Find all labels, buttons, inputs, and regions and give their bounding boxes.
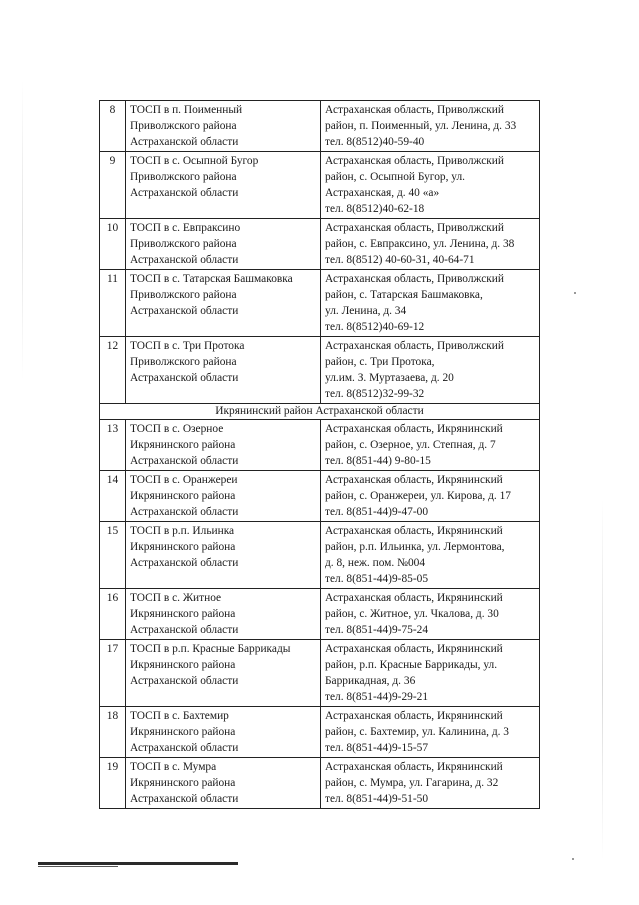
office-name-cell [126,420,321,471]
office-address-line: тел. 8(851-44)9-51-50 [325,793,429,805]
office-name-cell [126,640,321,707]
row-number: 13 [100,420,126,471]
office-address-line: Астраханская область, Приволжский [325,340,504,352]
office-name-line: Астраханской области [130,187,239,199]
table-row [100,589,540,640]
office-name-line: Астраханской области [130,254,239,266]
office-name-line: ТОСП в с. Татарская Башмаковка [130,273,293,285]
office-address-cell [321,101,540,152]
office-name-cell [126,219,321,270]
office-address-line: район, с. Оранжереи, ул. Кирова, д. 17 [325,490,511,502]
office-address-cell [321,337,540,404]
office-name-line: Приволжского района [130,289,237,301]
office-name-cell [126,758,321,809]
office-name-line: Икрянинского района [130,777,236,789]
office-address-line: район, р.п. Красные Баррикады, ул. [325,659,498,671]
office-address-cell [321,707,540,758]
office-name-cell [126,589,321,640]
office-address-line: район, с. Бахтемир, ул. Калинина, д. 3 [325,726,510,738]
table-row [100,640,540,707]
office-name-cell [126,101,321,152]
office-address-line: тел. 8(8512)40-69-12 [325,321,425,333]
scan-edge-shadow-right [602,500,603,860]
office-name-line: ТОСП в с. Мумра [130,761,217,773]
office-address-line: тел. 8(851-44)9-15-57 [325,742,429,754]
office-name-cell [126,270,321,337]
office-name-line: Приволжского района [130,238,237,250]
table-row [100,270,540,337]
office-name-line: ТОСП в р.п. Красные Баррикады [130,643,291,655]
row-number: 10 [100,219,126,270]
office-name-line: ТОСП в р.п. Ильинка [130,525,235,537]
table-row [100,758,540,809]
office-address-line: тел. 8(851-44)9-85-05 [325,573,429,585]
office-address-line: Астраханская область, Икрянинский [325,643,503,655]
office-address-line: тел. 8(8512)40-62-18 [325,203,425,215]
section-heading-row [100,404,540,420]
office-address-cell [321,640,540,707]
office-name-line: ТОСП в с. Осыпной Бугор [130,155,259,167]
row-number: 9 [100,152,126,219]
row-number: 15 [100,522,126,589]
office-name-line: Астраханской области [130,372,239,384]
office-address-line: тел. 8(851-44)9-47-00 [325,506,429,518]
table-row [100,707,540,758]
section-heading: Икрянинский район Астраханской области [100,404,540,420]
office-name-line: Астраханской области [130,136,239,148]
office-name-cell [126,471,321,522]
table-row [100,337,540,404]
footer-rule [38,862,238,865]
table-row [100,420,540,471]
office-address-line: Астраханская область, Приволжский [325,273,504,285]
office-address-line: тел. 8(8512)32-99-32 [325,388,425,400]
office-address-line: тел. 8(8512) 40-60-31, 40-64-71 [325,254,475,266]
office-address-line: Астраханская область, Икрянинский [325,710,503,722]
office-address-line: ул. Ленина, д. 34 [325,305,407,317]
scan-edge-shadow-left [22,80,23,380]
office-address-line: д. 8, неж. пом. №004 [325,557,426,569]
office-name-line: Икрянинского района [130,541,236,553]
office-name-line: ТОСП в с. Три Протока [130,340,245,352]
table-section [100,404,540,420]
row-number: 14 [100,471,126,522]
office-address-cell [321,589,540,640]
office-name-line: Икрянинского района [130,490,236,502]
row-number: 18 [100,707,126,758]
office-name-line: Икрянинского района [130,608,236,620]
office-address-line: Астраханская область, Приволжский [325,222,504,234]
office-address-line: район, с. Евпраксино, ул. Ленина, д. 38 [325,238,515,250]
office-address-line: район, с. Осыпной Бугор, ул. [325,171,466,183]
table-row [100,101,540,152]
office-name-line: ТОСП в с. Озерное [130,423,224,435]
row-number: 12 [100,337,126,404]
office-name-line: Астраханской области [130,793,239,805]
table-row [100,522,540,589]
office-name-line: ТОСП в с. Евпраксино [130,222,241,234]
row-number: 19 [100,758,126,809]
office-address-cell [321,152,540,219]
office-address-cell [321,219,540,270]
offices-table [99,100,540,809]
scan-speck [572,858,574,860]
office-address-line: Астраханская область, Икрянинский [325,592,503,604]
office-name-line: Икрянинского района [130,659,236,671]
office-address-line: район, с. Мумра, ул. Гагарина, д. 32 [325,777,499,789]
office-name-line: Приволжского района [130,120,237,132]
row-number: 8 [100,101,126,152]
office-name-line: Астраханской области [130,675,239,687]
office-address-line: Астраханская область, Икрянинский [325,525,503,537]
office-name-line: Астраханской области [130,742,239,754]
office-name-line: Астраханской области [130,455,239,467]
row-number: 11 [100,270,126,337]
office-address-line: Астраханская область, Икрянинский [325,761,503,773]
scan-speck [574,292,576,294]
table-row [100,152,540,219]
table-body-ikryaninsky [100,420,540,809]
office-address-line: тел. 8(8512)40-59-40 [325,136,425,148]
office-name-line: Астраханской области [130,506,239,518]
office-name-line: Икрянинского района [130,726,236,738]
office-address-line: Астраханская область, Икрянинский [325,423,503,435]
office-address-line: Астраханская, д. 40 «а» [325,187,440,199]
office-name-cell [126,707,321,758]
office-name-cell [126,522,321,589]
office-address-cell [321,522,540,589]
office-address-line: район, с. Житное, ул. Чкалова, д. 30 [325,608,499,620]
office-address-line: район, п. Поименный, ул. Ленина, д. 33 [325,120,517,132]
office-name-line: Астраханской области [130,305,239,317]
office-name-line: Приволжского района [130,171,237,183]
office-name-line: Астраханской области [130,557,239,569]
office-address-line: район, р.п. Ильинка, ул. Лермонтова, [325,541,505,553]
office-address-line: район, с. Татарская Башмаковка, [325,289,483,301]
office-name-line: Астраханской области [130,624,239,636]
office-name-cell [126,152,321,219]
office-address-line: Астраханская область, Икрянинский [325,474,503,486]
office-address-line: район, с. Озерное, ул. Степная, д. 7 [325,439,496,451]
office-address-line: Астраханская область, Приволжский [325,155,504,167]
office-name-cell [126,337,321,404]
table-body-privolzhsky [100,101,540,404]
office-address-cell [321,420,540,471]
office-name-line: ТОСП в с. Житное [130,592,222,604]
table-row [100,471,540,522]
office-name-line: ТОСП в п. Поименный [130,104,243,116]
office-address-line: Баррикадная, д. 36 [325,675,416,687]
office-address-line: район, с. Три Протока, [325,356,435,368]
office-address-line: ул.им. З. Муртазаева, д. 20 [325,372,454,384]
row-number: 16 [100,589,126,640]
office-address-line: тел. 8(851-44) 9-80-15 [325,455,431,467]
office-address-line: тел. 8(851-44)9-75-24 [325,624,429,636]
office-address-cell [321,270,540,337]
office-name-line: ТОСП в с. Оранжереи [130,474,238,486]
office-name-line: Икрянинского района [130,439,236,451]
row-number: 17 [100,640,126,707]
office-address-line: тел. 8(851-44)9-29-21 [325,691,429,703]
office-address-cell [321,471,540,522]
table-row [100,219,540,270]
office-name-line: ТОСП в с. Бахтемир [130,710,229,722]
office-name-line: Приволжского района [130,356,237,368]
footer-rule-thin [38,866,118,867]
office-address-cell [321,758,540,809]
office-address-line: Астраханская область, Приволжский [325,104,504,116]
